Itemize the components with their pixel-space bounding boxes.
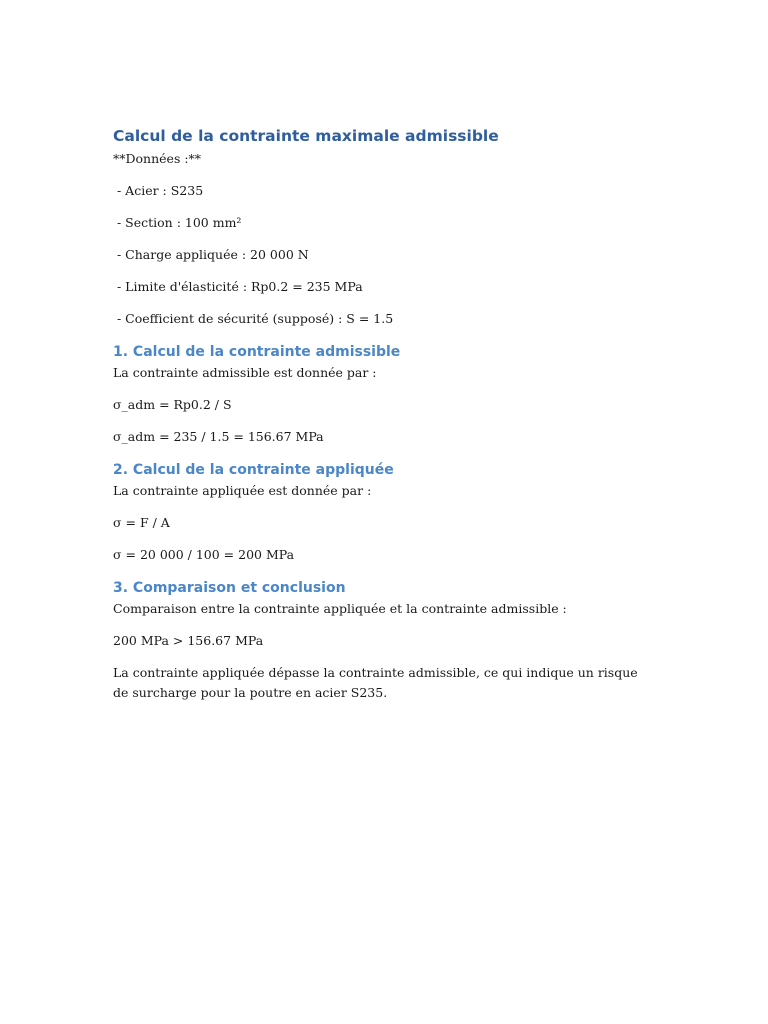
- conclusion: La contrainte appliquée dépasse la contrainte admissible, ce qui indique un risque de surcharge pour la poutre en acier S235.: [113, 665, 638, 700]
- section-intro: La contrainte appliquée est donnée par :: [113, 483, 372, 498]
- list-item: - Limite d'élasticité : Rp0.2 = 235 MPa: [113, 279, 363, 294]
- document-page: [113, 123, 653, 715]
- list-item: - Charge appliquée : 20 000 N: [113, 247, 309, 262]
- document-title: Calcul de la contrainte maximale admissible: [113, 127, 499, 145]
- section-heading: 2. Calcul de la contrainte appliquée: [113, 462, 394, 478]
- section-heading: 3. Comparaison et conclusion: [113, 580, 346, 596]
- formula: σ_adm = Rp0.2 / S: [113, 397, 232, 412]
- comparison: 200 MPa > 156.67 MPa: [113, 633, 264, 648]
- section-1: [113, 341, 653, 447]
- section-heading: 1. Calcul de la contrainte admissible: [113, 344, 401, 360]
- list-item: - Acier : S235: [113, 183, 204, 198]
- section-2: [113, 459, 653, 565]
- section-intro: Comparaison entre la contrainte appliquée et la contrainte admissible :: [113, 601, 567, 616]
- list-item: - Coefficient de sécurité (supposé) : S = 1.5: [113, 311, 394, 326]
- list-item: - Section : 100 mm²: [113, 215, 242, 230]
- section-intro: La contrainte admissible est donnée par :: [113, 365, 377, 380]
- formula-result: σ = 20 000 / 100 = 200 MPa: [113, 547, 295, 562]
- formula: σ = F / A: [113, 515, 170, 530]
- donnees-label: **Données :**: [113, 151, 202, 166]
- formula-result: σ_adm = 235 / 1.5 = 156.67 MPa: [113, 429, 324, 444]
- section-3: [113, 577, 653, 703]
